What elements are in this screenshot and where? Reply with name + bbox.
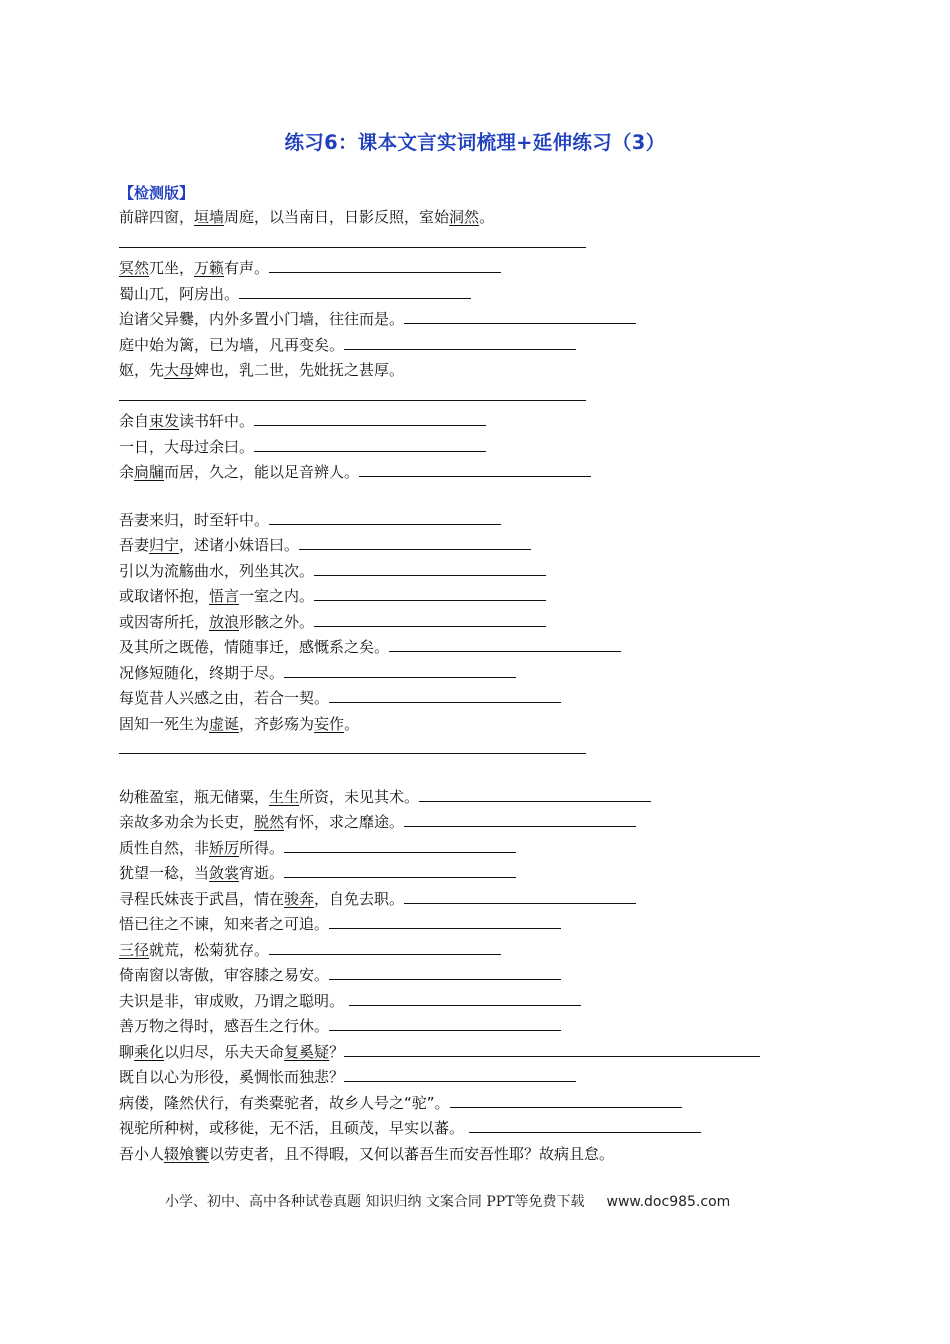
answer-blank[interactable] <box>469 1117 701 1133</box>
answer-blank[interactable] <box>314 560 546 576</box>
sentence-text: 兀坐， <box>149 259 195 277</box>
page-title: 练习6：课本文言实词梳理+延伸练习（3） <box>284 131 666 154</box>
sentence-text: 一室之内。 <box>239 587 315 605</box>
exercise-line <box>119 231 819 257</box>
exercise-line <box>119 912 819 938</box>
sentence-text: 就荒，松菊犹存。 <box>149 940 270 959</box>
key-word: 冥然 <box>119 259 150 277</box>
answer-blank[interactable] <box>404 308 636 324</box>
exercise-line <box>119 836 819 862</box>
answer-blank[interactable] <box>314 585 546 601</box>
key-word: 矫厉 <box>209 838 240 857</box>
sentence-text: 吾妻来归，时至轩中。 <box>119 510 270 529</box>
sentence-text: ，齐彭殇为 <box>239 714 315 733</box>
key-word: 垣墙 <box>194 208 225 226</box>
footer-url[interactable]: www.doc985.com <box>606 1194 731 1210</box>
exercise-line <box>119 358 819 384</box>
key-word: 悟言 <box>209 587 240 605</box>
footer-text: 小学、初中、高中各种试卷真题 知识归纳 文案合同 PPT等免费下载 <box>165 1194 585 1210</box>
exercise-line <box>119 661 819 687</box>
exercise-line <box>119 1142 819 1168</box>
sentence-text: 而居，久之，能以足音辨人。 <box>164 463 360 481</box>
exercise-line <box>119 635 819 661</box>
sentence-text: 既自以心为形役，奚惆怅而独悲？ <box>119 1068 345 1086</box>
exercise-line <box>119 810 819 836</box>
key-word: 束发 <box>149 412 180 430</box>
answer-blank[interactable] <box>284 837 516 853</box>
sentence-text: 以劳吏者，且不得暇，又何以蕃吾生而安吾性耶？故病且怠。 <box>209 1144 615 1163</box>
answer-blank[interactable] <box>299 534 531 550</box>
key-word: 生生 <box>269 787 300 806</box>
exercise-line <box>119 989 819 1015</box>
answer-blank[interactable] <box>344 334 576 350</box>
section-spacer <box>119 486 819 508</box>
exercise-line <box>119 460 819 486</box>
sentence-text: 寻程氏妹丧于武昌，情在 <box>119 889 285 908</box>
exercise-line <box>119 384 819 410</box>
answer-blank[interactable] <box>404 888 636 904</box>
sentence-text: 。 <box>479 208 495 226</box>
answer-blank[interactable] <box>269 509 501 525</box>
exercise-line <box>119 686 819 712</box>
sentence-text: 有怀，求之靡途。 <box>284 813 405 831</box>
exercise-line <box>119 1116 819 1142</box>
exercise-line <box>119 533 819 559</box>
exercise-line <box>119 1065 819 1091</box>
exercise-line <box>119 205 819 231</box>
exercise-line <box>119 1014 819 1040</box>
sentence-text: 犹望一稔，当 <box>119 864 210 882</box>
answer-blank[interactable] <box>344 1066 576 1082</box>
key-word: 三径 <box>119 940 150 959</box>
exercise-line <box>119 938 819 964</box>
sentence-text: 况修短随化，终期于尽。 <box>119 663 285 682</box>
exercise-line <box>119 559 819 585</box>
answer-blank[interactable] <box>329 913 561 929</box>
key-word: 敛裳 <box>209 864 240 882</box>
exercise-line <box>119 409 819 435</box>
exercise-line <box>119 712 819 738</box>
key-word: 大母 <box>164 361 195 379</box>
sentence-text: 宵逝。 <box>239 864 285 882</box>
sentence-text: 每览昔人兴感之由，若合一契。 <box>119 689 330 707</box>
answer-blank[interactable] <box>404 811 636 827</box>
sentence-text: 或取诸怀抱， <box>119 587 210 605</box>
sentence-text: 婢也，乳二世，先妣抚之甚厚。 <box>194 361 405 379</box>
key-word: 复奚疑 <box>284 1042 330 1061</box>
answer-blank[interactable] <box>254 410 486 426</box>
exercise-line <box>119 1040 819 1066</box>
sentence-text: 庭中始为篱，已为墙，凡再变矣。 <box>119 335 345 354</box>
sentence-text: 引以为流觞曲水，列坐其次。 <box>119 561 315 580</box>
exercise-line <box>119 737 819 763</box>
key-word: 辍飧饔 <box>164 1144 210 1163</box>
sentence-text: 。 <box>344 714 360 733</box>
sentence-text: 一日，大母过余曰。 <box>119 437 255 456</box>
answer-blank[interactable] <box>419 786 651 802</box>
answer-blank[interactable] <box>269 257 501 273</box>
sentence-text: 固知一死生为 <box>119 714 210 733</box>
answer-blank[interactable] <box>269 939 501 955</box>
sentence-text: 以归尽，乐夫天命 <box>164 1042 285 1061</box>
sentence-text: 悟已往之不谏，知来者之可追。 <box>119 915 330 933</box>
sentence-text: 质性自然，非 <box>119 838 210 857</box>
sentence-text: 蜀山兀，阿房出。 <box>119 284 240 303</box>
exercise-line <box>119 887 819 913</box>
sentence-text: 所资，未见其术。 <box>299 787 420 806</box>
answer-blank[interactable] <box>349 990 581 1006</box>
exercise-list <box>119 205 819 1167</box>
exercise-line <box>119 282 819 308</box>
key-word: 扃牖 <box>134 463 165 481</box>
sentence-text: 余 <box>119 463 135 481</box>
sentence-text: 善万物之得时，感吾生之行休。 <box>119 1017 330 1035</box>
answer-blank[interactable] <box>239 283 471 299</box>
key-word: 乘化 <box>134 1042 165 1061</box>
exercise-line <box>119 307 819 333</box>
exercise-line <box>119 785 819 811</box>
sentence-text: 所得。 <box>239 838 285 857</box>
answer-blank[interactable] <box>119 232 586 248</box>
sentence-text: 周庭，以当南日，日影反照，室始 <box>224 208 450 226</box>
sentence-text: 吾妻 <box>119 536 150 554</box>
key-word: 洞然 <box>449 208 480 226</box>
sentence-text: 及其所之既倦，情随事迁，感慨系之矣。 <box>119 638 390 656</box>
sentence-text: 聊 <box>119 1042 135 1061</box>
version-label: 【检测版】 <box>119 184 195 202</box>
answer-blank[interactable] <box>329 1015 561 1031</box>
answer-blank[interactable] <box>329 964 561 980</box>
exercise-line <box>119 584 819 610</box>
sentence-text: ？ <box>329 1042 345 1061</box>
key-word: 万籁 <box>194 259 225 277</box>
key-word: 脱然 <box>254 813 285 831</box>
answer-blank[interactable] <box>314 611 546 627</box>
exercise-line <box>119 610 819 636</box>
key-word: 虚诞 <box>209 714 240 733</box>
answer-blank[interactable] <box>119 385 586 401</box>
key-word: 放浪 <box>209 612 240 631</box>
sentence-text: 吾小人 <box>119 1144 165 1163</box>
answer-blank[interactable] <box>359 461 591 477</box>
sentence-text: 视驼所种树，或移徙，无不活，且硕茂，早实以蕃。 <box>119 1119 469 1137</box>
key-word: 归宁 <box>149 536 180 554</box>
sentence-text: 有声。 <box>224 259 270 277</box>
sentence-text: 余自 <box>119 412 150 430</box>
exercise-line <box>119 963 819 989</box>
sentence-text: 亲故多劝余为长吏， <box>119 813 255 831</box>
key-word: 骏奔 <box>284 889 315 908</box>
sentence-text: 读书轩中。 <box>179 412 255 430</box>
sentence-text: 前辟四窗， <box>119 208 195 226</box>
sentence-text: 病偻，隆然伏行，有类橐驼者，故乡人号之“驼”。 <box>119 1093 450 1112</box>
exercise-line <box>119 1091 819 1117</box>
answer-blank[interactable] <box>284 862 516 878</box>
sentence-text: 倚南窗以寄傲，审容膝之易安。 <box>119 966 330 984</box>
sentence-text: ，述诸小妹语曰。 <box>179 536 300 554</box>
sentence-text: 迨诸父异爨，内外多置小门墙，往往而是。 <box>119 310 405 328</box>
exercise-line <box>119 861 819 887</box>
sentence-text: 形骸之外。 <box>239 612 315 631</box>
answer-blank[interactable] <box>329 687 561 703</box>
section-spacer <box>119 763 819 785</box>
answer-blank[interactable] <box>119 738 586 754</box>
key-word: 妄作 <box>314 714 345 733</box>
exercise-line <box>119 256 819 282</box>
answer-blank[interactable] <box>284 662 516 678</box>
exercise-line <box>119 333 819 359</box>
sentence-text: ，自免去职。 <box>314 889 405 908</box>
exercise-line <box>119 508 819 534</box>
sentence-text: 夫识是非，审成败，乃谓之聪明。 <box>119 991 349 1010</box>
exercise-line <box>119 435 819 461</box>
answer-blank[interactable] <box>254 436 486 452</box>
answer-blank[interactable] <box>344 1041 760 1057</box>
answer-blank[interactable] <box>389 636 621 652</box>
footer <box>165 1191 730 1211</box>
sentence-text: 幼稚盈室，瓶无储粟， <box>119 787 270 806</box>
sentence-text: 妪，先 <box>119 361 165 379</box>
sentence-text: 或因寄所托， <box>119 612 210 631</box>
answer-blank[interactable] <box>450 1092 682 1108</box>
